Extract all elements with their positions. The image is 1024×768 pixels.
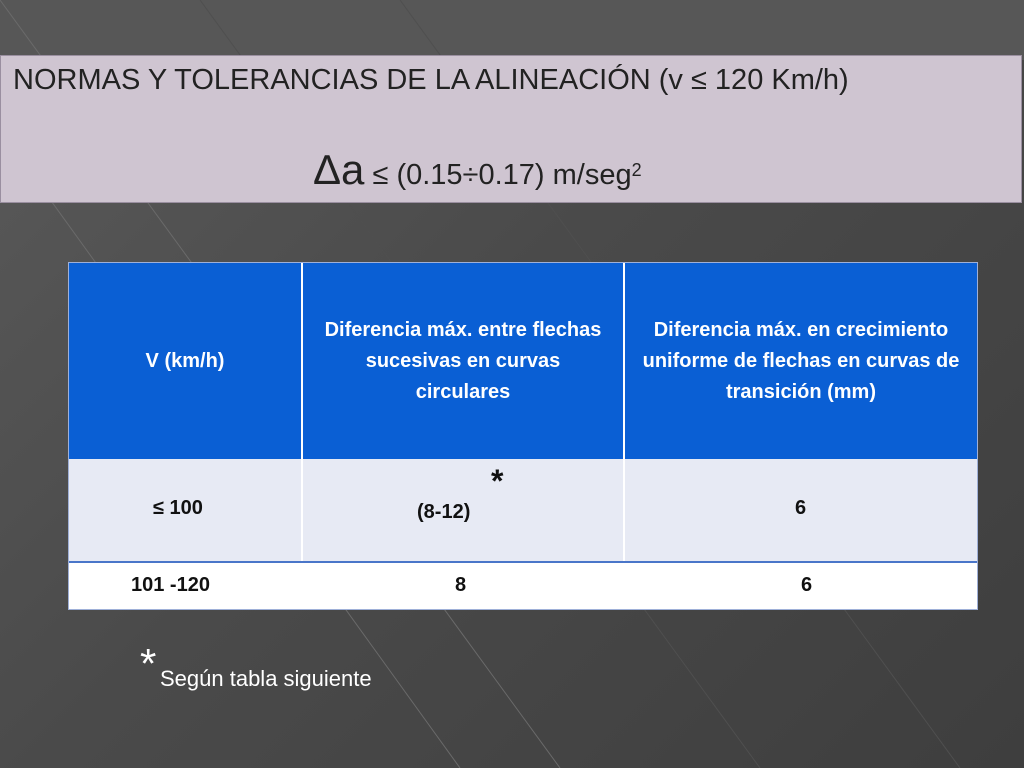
table-header-circular: Diferencia máx. entre flechas sucesivas en curvas circulares [301, 263, 623, 459]
tolerance-table [68, 262, 978, 610]
table-header-speed: V (km/h) [69, 263, 301, 459]
title-box [0, 55, 1022, 203]
table-cell [623, 459, 977, 561]
cell-speed: 101 -120 [131, 574, 210, 596]
formula-delta: Δa [313, 146, 365, 193]
formula [313, 146, 642, 194]
table-cell [301, 459, 623, 561]
cell-transition: 6 [795, 497, 807, 519]
table-row [69, 459, 301, 561]
formula-exponent: 2 [631, 159, 642, 180]
cell-circular: 8 [455, 574, 467, 596]
footnote-text: Según tabla siguiente [160, 666, 372, 691]
cell-speed: ≤ 100 [153, 497, 203, 519]
table-header-transition: Diferencia máx. en crecimiento uniforme de flechas en curvas de transición (mm) [623, 263, 977, 459]
table-row [69, 561, 977, 609]
formula-text: ≤ (0.15÷0.17) m/seg [364, 159, 632, 191]
footnote-asterisk: * [140, 640, 157, 687]
asterisk-mark: * [491, 463, 504, 499]
cell-circular: (8-12) [417, 501, 471, 523]
cell-transition: 6 [801, 574, 813, 596]
slide-title: NORMAS Y TOLERANCIAS DE LA ALINEACIÓN (v ≤ 120 Km/h) [13, 64, 849, 96]
